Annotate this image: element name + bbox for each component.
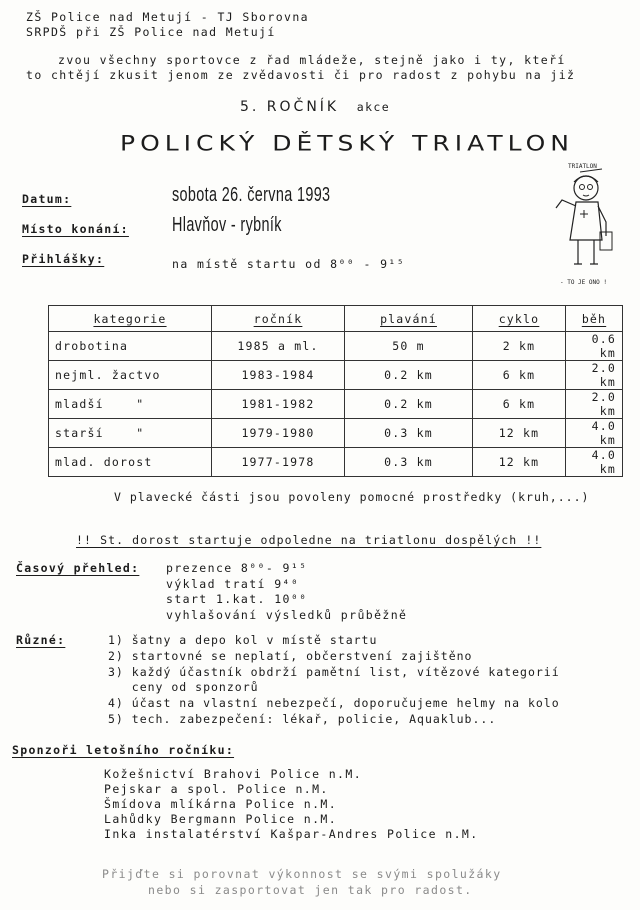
- header-plavani: plavání: [345, 306, 473, 332]
- intro-line-1: zvou všechny sportovce z řad mládeže, stejně jako i ty, kteří: [58, 53, 566, 67]
- cell-year: 1981-1982: [212, 390, 345, 419]
- cell-run: 0.6 km: [566, 332, 623, 361]
- cell-swim: 50 m: [345, 332, 473, 361]
- cell-year: 1977-1978: [212, 448, 345, 477]
- cell-bike: 6 km: [473, 390, 566, 419]
- sponsor-item: Inka instalatérství Kašpar-Andres Police n.M.: [104, 827, 479, 841]
- misc-item: 2) startovné se neplatí, občerstvení zajištěno: [108, 649, 473, 663]
- cell-category: nejml. žactvo: [49, 361, 212, 390]
- schedule-item: prezence 8⁰⁰- 9¹⁵: [166, 561, 308, 575]
- edition-number: 5. ROČNÍK: [240, 99, 340, 115]
- intro-line-2: to chtějí zkusit jenom ze zvědavosti či pro radost z pohybu na již: [26, 68, 576, 82]
- table-header-row: [49, 306, 623, 332]
- dorost-note: !! St. dorost startuje odpoledne na triatlonu dospělých !!: [76, 533, 542, 547]
- cartoon-caption: - TO JE ONO !: [560, 279, 607, 286]
- cell-swim: 0.3 km: [345, 419, 473, 448]
- cell-swim: 0.2 km: [345, 361, 473, 390]
- header-rocnik: ročník: [212, 306, 345, 332]
- table-row: [49, 361, 623, 390]
- category-table: [48, 305, 623, 477]
- schedule-label: Časový přehled:: [16, 561, 140, 575]
- place-value: Hlavňov - rybník: [172, 214, 282, 236]
- closing-line-2: nebo si zasportovat jen tak pro radost.: [148, 883, 473, 897]
- swim-note: V plavecké části jsou povoleny pomocné prostředky (kruh,...): [114, 490, 590, 504]
- event-title: POLICKÝ DĚTSKÝ TRIATLON: [120, 131, 575, 156]
- cell-year: 1983-1984: [212, 361, 345, 390]
- cell-year: 1985 a ml.: [212, 332, 345, 361]
- sponsors-label: Sponzoři letošního ročníku:: [12, 743, 235, 757]
- cell-swim: 0.3 km: [345, 448, 473, 477]
- organizer-line-1: ZŠ Police nad Metují - TJ Sborovna: [26, 10, 310, 24]
- sponsor-item: Kožešnictví Brahovi Police n.M.: [104, 767, 363, 781]
- cell-run: 4.0 km: [566, 448, 623, 477]
- schedule-item: start 1.kat. 10⁰⁰: [166, 592, 308, 606]
- closing-line-1: Přijďte si porovnat výkonnost se svými spolužáky: [102, 867, 502, 881]
- misc-item: ceny od sponzorů: [108, 680, 259, 694]
- sponsor-item: Lahůdky Bergmann Police n.M.: [104, 812, 338, 826]
- table-row: [49, 419, 623, 448]
- runner-cartoon-icon: [540, 160, 628, 290]
- cell-run: 2.0 km: [566, 361, 623, 390]
- cell-run: 4.0 km: [566, 419, 623, 448]
- place-label: Místo konání:: [22, 222, 129, 236]
- cartoon-top-text: TRIATLON: [568, 163, 597, 170]
- cell-year: 1979-1980: [212, 419, 345, 448]
- sponsor-item: Šmídova mlíkárna Police n.M.: [104, 797, 338, 811]
- sponsor-item: Pejskar a spol. Police n.M.: [104, 782, 329, 796]
- edition-suffix: akce: [356, 100, 391, 114]
- misc-item: 1) šatny a depo kol v místě startu: [108, 633, 378, 647]
- misc-item: 3) každý účastník obdrží pamětní list, vítězové kategorií: [108, 665, 560, 679]
- registration-label: Přihlášky:: [22, 252, 105, 266]
- cell-run: 2.0 km: [566, 390, 623, 419]
- misc-item: 5) tech. zabezpečení: lékař, policie, Aquaklub...: [108, 712, 497, 726]
- table-row: [49, 332, 623, 361]
- schedule-item: výklad tratí 9⁴⁰: [166, 577, 300, 591]
- cell-category: mladší ": [49, 390, 212, 419]
- cell-bike: 12 km: [473, 419, 566, 448]
- edition-heading: [240, 96, 390, 115]
- date-label: Datum:: [22, 192, 72, 206]
- misc-label: Různé:: [16, 633, 66, 647]
- table-row: [49, 448, 623, 477]
- cell-bike: 12 km: [473, 448, 566, 477]
- date-value: sobota 26. června 1993: [172, 184, 331, 206]
- cell-category: mlad. dorost: [49, 448, 212, 477]
- registration-value: na místě startu od 8⁰⁰ - 9¹⁵: [172, 257, 406, 271]
- organizer-line-2: SRPDŠ při ZŠ Police nad Metují: [26, 25, 276, 39]
- schedule-item: vyhlašování výsledků průběžně: [166, 608, 408, 622]
- cell-bike: 2 km: [473, 332, 566, 361]
- table-row: [49, 390, 623, 419]
- cell-bike: 6 km: [473, 361, 566, 390]
- misc-item: 4) účast na vlastní nebezpečí, doporučujeme helmy na kolo: [108, 696, 560, 710]
- header-cyklo: cyklo: [473, 306, 566, 332]
- cell-swim: 0.2 km: [345, 390, 473, 419]
- cell-category: starší ": [49, 419, 212, 448]
- header-kategorie: kategorie: [49, 306, 212, 332]
- cell-category: drobotina: [49, 332, 212, 361]
- header-beh: běh: [566, 306, 623, 332]
